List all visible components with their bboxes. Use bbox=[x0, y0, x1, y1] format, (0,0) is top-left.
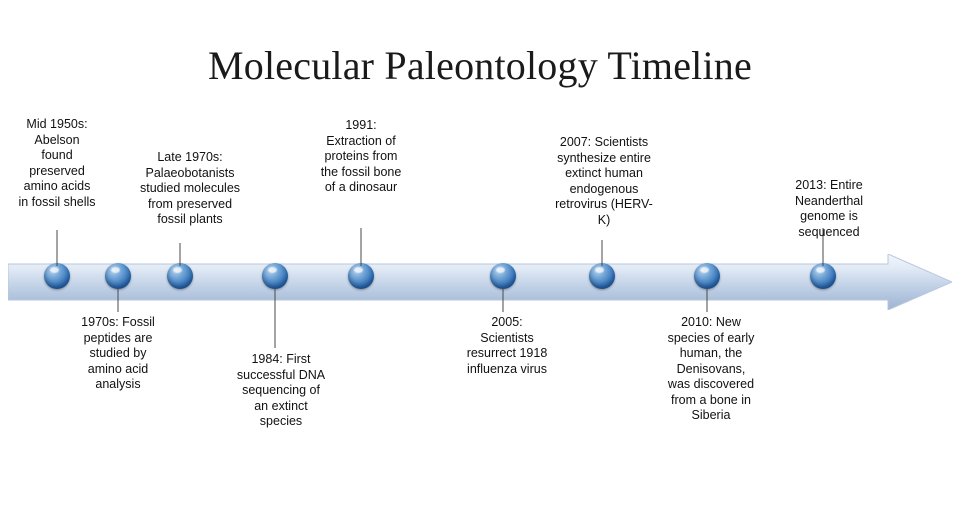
event-2007-leader-line bbox=[602, 240, 603, 266]
event-2005-leader-line bbox=[503, 288, 504, 312]
event-1991-dot[interactable] bbox=[348, 263, 374, 289]
event-1970s-label: 1970s: Fossil peptides are studied by amino acid analysis bbox=[81, 315, 155, 391]
event-2005-dot[interactable] bbox=[490, 263, 516, 289]
event-2007-label: 2007: Scientists synthesize entire extinct human endogenous retrovirus (HERV-K) bbox=[555, 135, 653, 227]
event-2013-label: 2013: Entire Neanderthal genome is sequenced bbox=[794, 178, 864, 239]
event-mid-1950s-label: Mid 1950s: Abelson found preserved amino acids in fossil shells bbox=[18, 117, 96, 209]
event-1984-label: 1984: First successful DNA sequencing of an extinct species bbox=[236, 352, 326, 428]
event-mid-1950s-leader-line bbox=[57, 230, 58, 266]
timeline-arrow bbox=[8, 254, 952, 310]
event-2005-label: 2005: Scientists resurrect 1918 influenza virus bbox=[466, 315, 548, 376]
event-1991-label: 1991: Extraction of proteins from the fossil bone of a dinosaur bbox=[320, 118, 402, 194]
event-2010-dot[interactable] bbox=[694, 263, 720, 289]
event-mid-1950s-dot[interactable] bbox=[44, 263, 70, 289]
event-1984-dot[interactable] bbox=[262, 263, 288, 289]
event-1970s-leader-line bbox=[118, 288, 119, 312]
event-1991-leader-line bbox=[361, 228, 362, 266]
event-late-1970s-leader-line bbox=[180, 243, 181, 266]
event-2010-leader-line bbox=[707, 288, 708, 312]
event-1984-leader-line bbox=[275, 288, 276, 348]
event-1970s-dot[interactable] bbox=[105, 263, 131, 289]
event-2010-label: 2010: New species of early human, the Denisovans, was discovered from a bone in Siberia bbox=[667, 315, 755, 422]
event-2007-dot[interactable] bbox=[589, 263, 615, 289]
page-title: Molecular Paleontology Timeline bbox=[208, 43, 752, 88]
event-2013-dot[interactable] bbox=[810, 263, 836, 289]
event-late-1970s-dot[interactable] bbox=[167, 263, 193, 289]
event-late-1970s-label: Late 1970s: Palaeobotanists studied molecules from preserved fossil plants bbox=[139, 150, 241, 226]
